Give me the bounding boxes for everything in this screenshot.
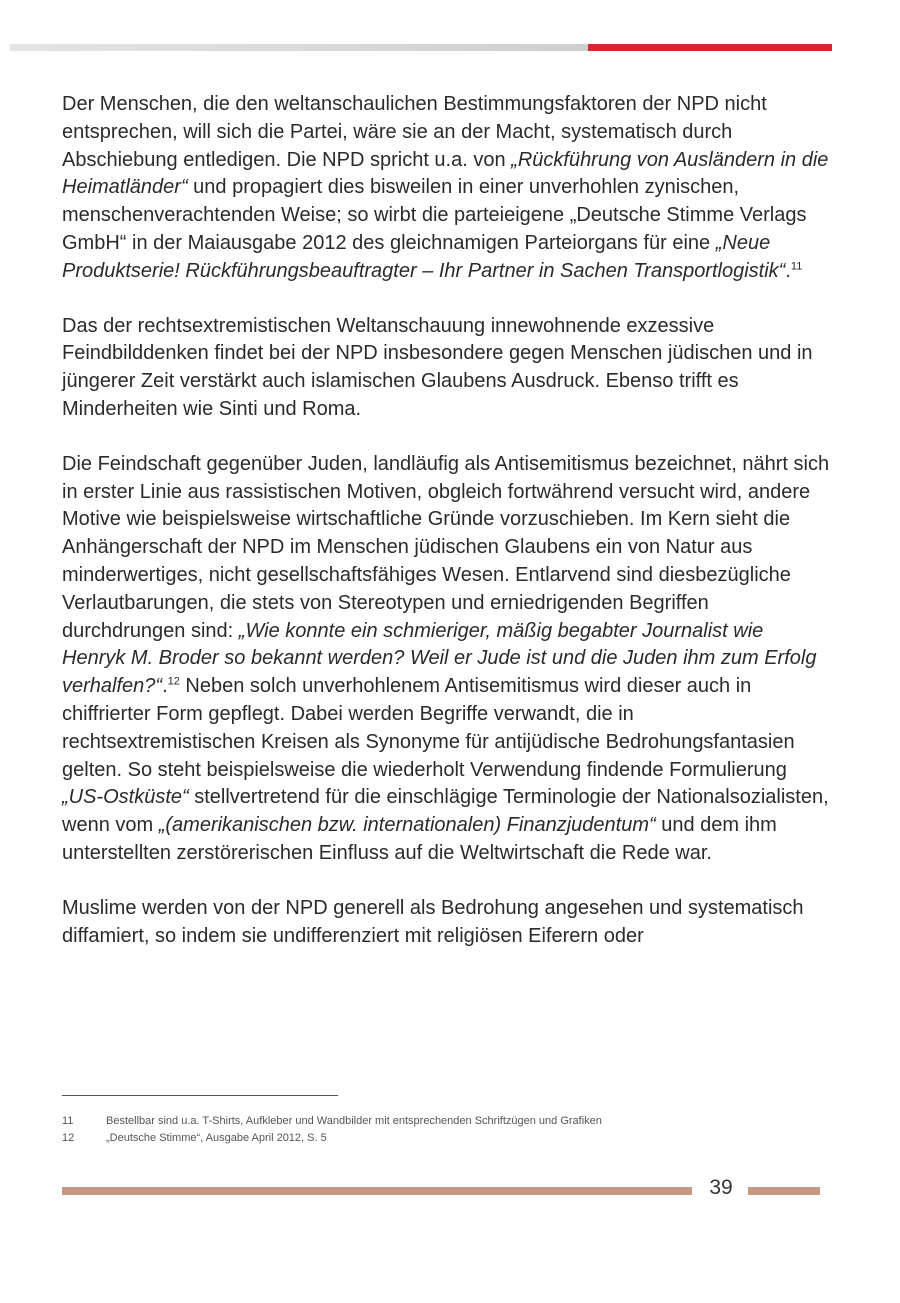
footnote-number: 12: [62, 1132, 75, 1144]
footer-rule-right: [748, 1187, 820, 1195]
quote: „Neue Produktserie! Rückführungsbeauftragter – Ihr Partner in Sachen Transportlogistik“: [62, 231, 786, 282]
text-segment: Der Menschen, die den weltanschaulichen Bestimmungsfaktoren der NPD nicht entsprechen, will sich die Partei, wäre sie an der Macht, systematisch durch Abschiebung entledigen. Die NPD spricht u.a. von: [62, 93, 767, 171]
quote: „Wie konnte ein schmieriger, mäßig begabter Journalist wie Henryk M. Broder so bekannt werden? Weil er Jude ist und die Juden ihm zum Erfolg verhalfen?“: [62, 619, 817, 698]
quote: „(amerikanischen bzw. internationalen) Finanzjudentum“: [158, 814, 656, 837]
footnote-number: 11: [62, 1115, 74, 1127]
paragraph-4: [62, 895, 830, 951]
quote: „US-Ostküste“: [62, 786, 189, 809]
text-segment: stellvertretend für die einschlägige Terminologie der Nationalsozialisten, wenn vom: [62, 786, 829, 837]
header-accent-bar: [588, 44, 832, 51]
text-segment: Das der rechtsextremistischen Weltanschauung innewohnende exzessive Feindbilddenken findet bei der NPD insbesondere gegen Menschen jüdischen und in jüngerer Zeit verstärkt auch islamischen Glaubens Ausdruck. Ebenso trifft es Minderheiten wie Sinti und Roma.: [62, 314, 813, 420]
header-rule: [10, 44, 588, 51]
footnote-text: Bestellbar sind u.a. T-Shirts, Aufkleber und Wandbilder mit entsprechenden Schriftzügen und Grafiken: [106, 1115, 602, 1127]
footnote-12: [62, 1130, 822, 1147]
paragraph-1: [62, 91, 830, 286]
text-segment: .: [162, 675, 168, 698]
text-segment: Muslime werden von der NPD generell als Bedrohung angesehen und systematisch diffamiert, so indem sie undifferenziert mit religiösen Eiferern oder: [62, 896, 804, 947]
paragraph-3: [62, 451, 830, 868]
paragraph-2: [62, 313, 830, 424]
quote: „Rückführung von Ausländern in die Heimatländer“: [62, 148, 829, 199]
footnote-ref-12[interactable]: 12: [167, 675, 180, 688]
footnote-11: [62, 1113, 822, 1130]
footnote-text: „Deutsche Stimme“, Ausgabe April 2012, S. 5: [106, 1132, 327, 1144]
footnote-separator: [62, 1095, 338, 1096]
footer-rule: [62, 1187, 692, 1195]
footnotes: [62, 1113, 822, 1147]
footnote-ref-11[interactable]: 11: [790, 260, 803, 273]
text-segment: Neben solch unverhohlenem Antisemitismus wird dieser auch in chiffrierter Form gepflegt. Dabei werden Begriffe verwandt, die in rechtsextremistischen Kreisen als Synonyme für antijüdische Bedrohungsfantasien gelten. So steht beispielsweise die wiederholt Verwendung findende Formulierung: [62, 675, 795, 781]
page-number: 39: [709, 1176, 733, 1199]
body-text: [62, 91, 830, 977]
text-segment: und propagiert dies bisweilen in einer unverhohlen zynischen, menschenverachtenden Weise; so wirbt die parteieigene „Deutsche Stimme Verlags GmbH“ in der Maiausgabe 2012 des gleichnamigen Parteiorgans für eine: [62, 176, 807, 254]
text-segment: .: [785, 259, 791, 282]
text-segment: und dem ihm unterstellten zerstörerischen Einfluss auf die Weltwirtschaft die Rede war.: [62, 814, 777, 864]
text-segment: Die Feindschaft gegenüber Juden, landläufig als Antisemitismus bezeichnet, nährt sich in erster Linie aus rassistischen Motiven, obgleich fortwährend versucht wird, andere Motive wie beispielsweise wirtschaftliche Gründe vorzuschieben. Im Kern sieht die Anhängerschaft der NPD im Menschen jüdischen Glaubens ein von Natur aus minderwertiges, nicht gesellschaftsfähiges Wesen. Entlarvend sind diesbezügliche Verlautbarungen, die stets von Stereotypen und erniedrigenden Begriffen durchdrungen sind:: [62, 452, 830, 642]
